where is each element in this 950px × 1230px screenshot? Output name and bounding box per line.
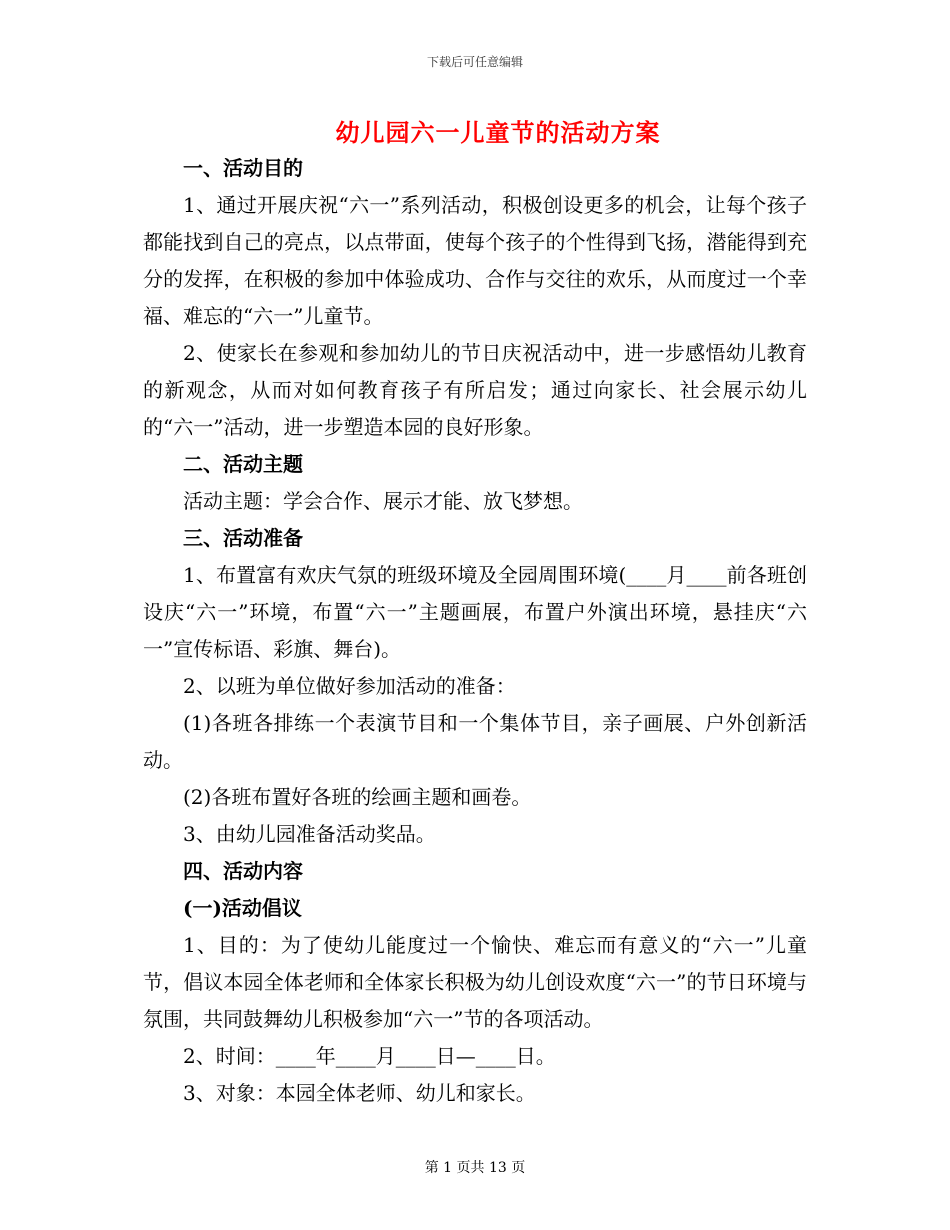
body-paragraph: 3、对象：本园全体老师、幼儿和家长。 [183,1081,536,1105]
document-body [143,150,807,1112]
body-paragraph: 1、通过开展庆祝“六一”系列活动，积极创设更多的机会，让每个孩子都能找到自己的亮点，以点带面，使每个孩子的个性得到飞扬，潜能得到充分的发挥，在积极的参加中体验成功、合作与交往的欢乐，从而度过一个幸福、难忘的“六一”儿童节。 [143,193,807,328]
section-heading: 四、活动内容 [183,859,303,883]
body-paragraph: (2)各班布置好各班的绘画主题和画卷。 [183,785,532,809]
body-paragraph: (1)各班各排练一个表演节目和一个集体节目，亲子画展、户外创新活动。 [143,711,807,772]
body-paragraph: 1、目的：为了使幼儿能度过一个愉快、难忘而有意义的“六一”儿童节，倡议本园全体老师和全体家长积极为幼儿创设欢度“六一”的节日环境与氛围，共同鼓舞幼儿积极参加“六一”节的各项活动。 [143,933,807,1031]
section-heading: 三、活动准备 [183,526,303,550]
body-paragraph: 2、使家长在参观和参加幼儿的节日庆祝活动中，进一步感悟幼儿教育的新观念，从而对如何教育孩子有所启发；通过向家长、社会展示幼儿的“六一”活动，进一步塑造本园的良好形象。 [143,341,807,439]
body-paragraph: 1、布置富有欢庆气氛的班级环境及全园周围环境(____月____前各班创设庆“六一”环境，布置“六一”主题画展，布置户外演出环境，悬挂庆“六一”宣传标语、彩旗、舞台)。 [143,563,807,661]
header-note: 下载后可任意编辑 [426,55,523,69]
section-heading: 一、活动目的 [183,156,303,180]
section-heading: 二、活动主题 [183,452,303,476]
subsection-heading: (一)活动倡议 [183,896,302,920]
body-paragraph: 2、时间：____年____月____日—____日。 [183,1044,556,1068]
body-paragraph: 2、以班为单位做好参加活动的准备： [183,674,516,698]
page-number: 第 1 页共 13 页 [424,1160,526,1176]
document-title: 幼儿园六一儿童节的活动方案 [335,118,661,147]
body-paragraph: 3、由幼儿园准备活动奖品。 [183,822,436,846]
body-paragraph: 活动主题：学会合作、展示才能、放飞梦想。 [183,489,583,513]
